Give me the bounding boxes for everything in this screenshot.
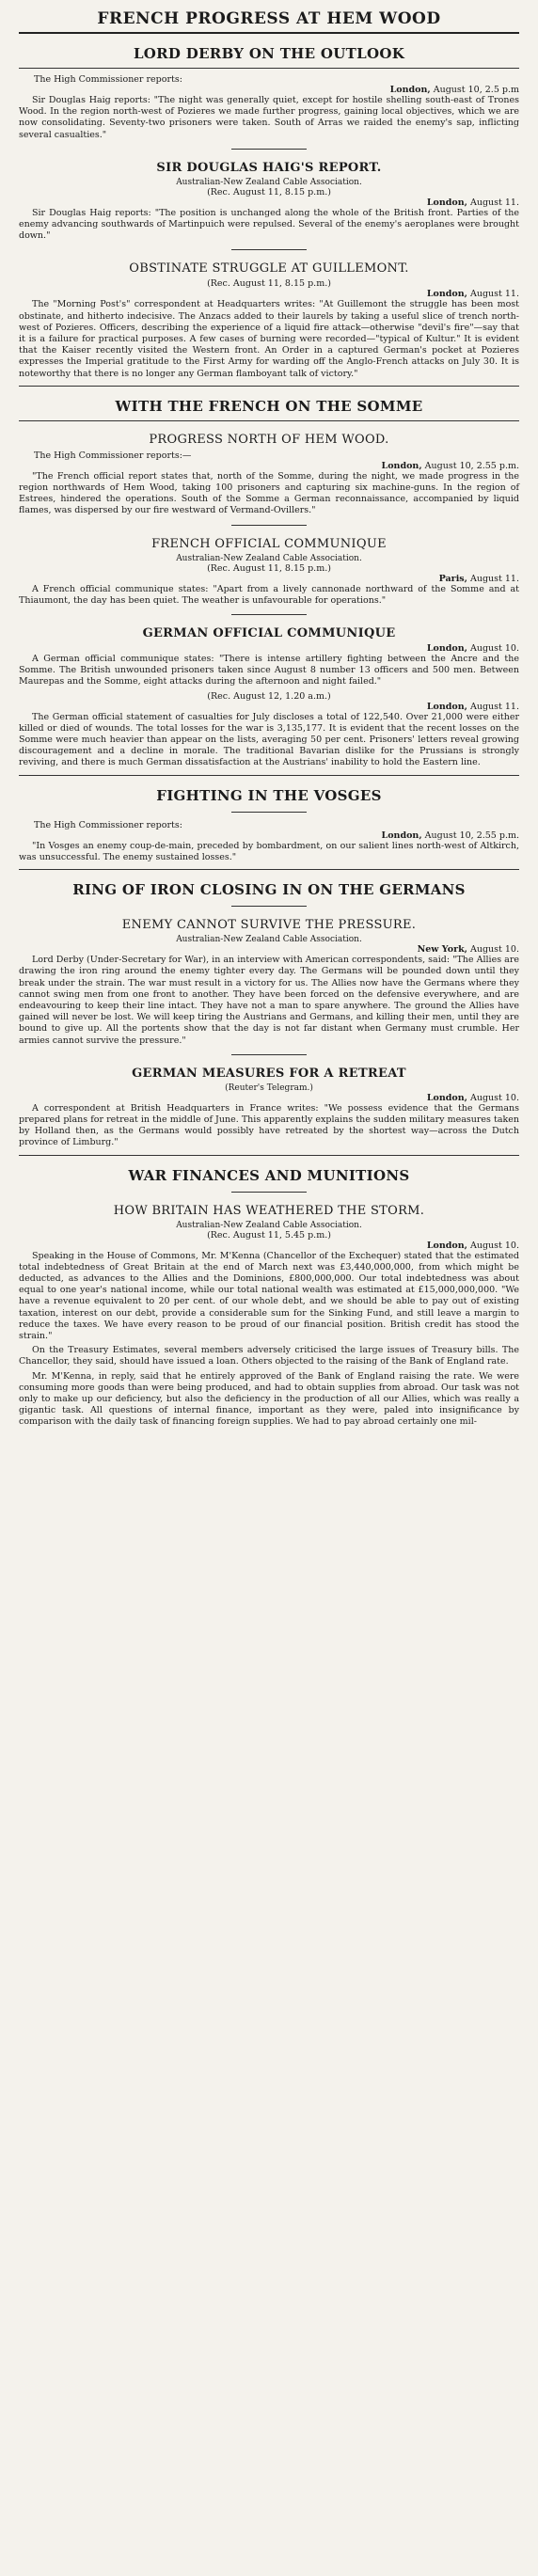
agency-credit: Australian-New Zealand Cable Association. [176,935,362,945]
dateline-place: London, [426,701,467,712]
dateline-place: New York, [417,944,467,956]
section-heading-somme: WITH THE FRENCH ON THE SOMME [115,397,423,415]
page-title: FRENCH PROGRESS AT HEM WOOD [97,9,441,28]
article-body: "In Vosges an enemy coup-de-main, preceded by bombardment, on our salient lines north-west of Altkirch, was unsuccessful. The enemy sustained losses." [19,840,519,862]
dateline [19,702,519,712]
article-body: A correspondent at British Headquarters in France writes: "We possess evidence that the Germans prepared plans for retreat in the middle of June. This apparently explains the sudden military measures taken by Holland then, as the Germans would possibly have retreated by the shortest way—across the Dutch province of Limburg." [19,1102,519,1148]
article-intro: The High Commissioner reports: [34,74,182,85]
dateline-place: London, [426,197,467,208]
dateline-date: August 10. [470,1240,519,1251]
section-heading-ring-of-iron: RING OF IRON CLOSING IN ON THE GERMANS [72,881,466,899]
dateline-date: August 10, 2.55 p.m. [424,460,519,471]
received-time: (Rec. August 12, 1.20 a.m.) [207,690,331,702]
divider [19,420,519,421]
divider [231,812,307,813]
article-heading-haig-report: SIR DOUGLAS HAIG'S REPORT. [156,160,382,175]
article-body: Speaking in the House of Commons, Mr. M'Kenna (Chancellor of the Exchequer) stated that the estimated total indebtedness of Great Britain at the end of March next was £3,440,000,000, from which might be deducted, as advances to the Allies and the Dominions, £800,000,000. Our total indebtedness was about equal to one year's national income, while our total national wealth was estimated at £15,000,000,000. "We have a revenue equivalent to 20 per cent. of our whole debt, and we should be able to pay out of existing taxation, interest on our debt, provide a considerable sum for the Sinking Fund, and still leave a margin to reduce the taxes. We have every reason to be proud of our financial position. British credit has stood the strain." [19,1250,519,1341]
dateline-date: August 11. [470,573,519,584]
divider [231,614,307,615]
article-body: Sir Douglas Haig reports: "The position is unchanged along the whole of the British front. Parties of the enemy advancing southwards of Martinpuich were repulsed. Several of the enemy's aeroplanes were brought down." [19,207,519,242]
dateline-date: August 11. [470,197,519,208]
article-body: Lord Derby (Under-Secretary for War), in an interview with American correspondents, said: "The Allies are drawing the iron ring around the enemy tighter every day. The Germans will be pounded down until they break under the strain. The war must result in a victory for us. The Allies now have the Germans where they cannot swing men from one front to another. They have been forced on the defensive everywhere, and are endeavouring to keep their line intact. They have not a man to spare anywhere. The ground the Allies have gained will never be lost. We will keep tiring the Austrians and Germans, and killing their men, until they are bound to give up. All the portents show that the day is not far distant when Germany must crumble. Her armies cannot survive the pressure." [19,955,519,1046]
article-heading-guillemont: OBSTINATE STRUGGLE AT GUILLEMONT. [129,261,409,277]
dateline-place: London, [426,1092,467,1103]
article-body: A German official communique states: "There is intense artillery fighting between the Ancre and the Somme. The British unwounded prisoners taken since August 8 number 13 officers and 500 men. Between Maurepas and the Somme, eight attacks during the afternoon and night failed." [19,654,519,687]
divider [231,1192,307,1193]
article-body: Sir Douglas Haig reports: "The night was generally quiet, except for hostile shelling south-east of Trones Wood. In the region north-west of Pozieres we made further progress, gaining local objectives, which we are now consolidating. Seventy-two prisoners were taken. South of Arras we raided the enemy's sap, inflicting several casualties." [19,95,519,140]
section-heading-war-finances: WAR FINANCES AND MUNITIONS [128,1166,410,1184]
dateline [19,1093,519,1103]
article-body: A French official communique states: "Apart from a lively cannonade northward of the Somme and at Thiaumont, the day has been quiet. The weather is unfavourable for operations." [19,583,519,606]
divider [19,68,519,69]
agency-credit: Australian-New Zealand Cable Association. [176,177,362,187]
dateline-date: August 10. [470,944,519,956]
dateline-date: August 10, 2.55 p.m. [424,830,519,841]
article-heading-german-communique: GERMAN OFFICIAL COMMUNIQUE [142,626,396,641]
divider [19,869,519,870]
dateline-place: London, [426,289,467,300]
article-body: The German official statement of casualties for July discloses a total of 122,540. Over 21,000 were either killed or died of wounds. The total losses for the war is 3,135,177. It is evident that the recent losses on the Somme were much heavier than appear on the lists, averaging 50 per cent. Prisoners' letters reveal growing discouragement and a decline in morale. The traditional Bavarian dislike for the Prussians is strongly reviving, and there is much German dissatisfaction at the Austrians' inability to hold the Eastern line. [19,711,519,768]
dateline-place: London, [426,643,467,655]
dateline [19,198,519,208]
dateline [19,85,519,95]
divider [231,149,307,150]
dateline [19,289,519,299]
article-intro: The High Commissioner reports: [34,819,182,830]
dateline-place: London, [426,1240,467,1251]
article-intro: The High Commissioner reports:— [34,450,192,461]
dateline-date: August 10, 2.5 p.m [433,85,519,95]
dateline-place: London, [381,460,422,471]
divider [231,525,307,526]
agency-credit: Australian-New Zealand Cable Association. [176,1220,362,1230]
dateline-place: London, [389,85,431,95]
article-heading-retreat: GERMAN MEASURES FOR A RETREAT [132,1066,406,1081]
section-heading-vosges: FIGHTING IN THE VOSGES [156,786,382,804]
article-body: "The French official report states that, north of the Somme, during the night, we made progress in the region northwards of Hem Wood, taking 100 prisoners and capturing six machine-guns. In the region of Estrees, hindered the operations. South of the Somme a German reconnaissance, accompanied by liquid flames, was dispersed by our fire westward of Vermand-Ovillers." [19,470,519,516]
dateline [19,461,519,471]
dateline [19,1241,519,1251]
dateline [19,944,519,955]
received-time: (Rec. August 11, 5.45 p.m.) [207,1229,331,1241]
agency-credit: (Reuter's Telegram.) [225,1083,313,1093]
article-body: The "Morning Post's" correspondent at Headquarters writes: "At Guillemont the struggle has been most obstinate, and hitherto indecisive. The Anzacs added to their laurels by taking a useful slice of trench north-west of Pozieres. Officers, describing the experience of a liquid fire attack—otherwise "devil's fire"—say that it is a failure for practical purposes. A few cases of burning were recorded—"typical of Kultur." It is evident that the Kaiser recently visited the Western front. An Order in a captured German's pocket at Pozieres expresses the Imperial gratitude to the First Army for warding off the Anglo-French attacks on July 30. It is noteworthy that there is no longer any German flamboyant talk of victory." [19,299,519,379]
agency-credit: Australian-New Zealand Cable Association. [176,553,362,563]
dateline-date: August 10. [470,1092,519,1103]
divider [19,386,519,387]
article-heading-hem-wood: PROGRESS NORTH OF HEM WOOD. [149,432,389,447]
received-time: (Rec. August 11, 8.15 p.m.) [207,186,331,198]
article-heading-pressure: ENEMY CANNOT SURVIVE THE PRESSURE. [121,918,417,933]
dateline-date: August 11. [470,701,519,712]
article-body: Mr. M'Kenna, in reply, said that he entirely approved of the Bank of England raising the rate. We were consuming more goods than were being produced, and had to obtain supplies from abroad. Our task was not only to make up our deficiency, but also the deficiency in the production of all our Allies, which was really a gigantic task. All questions of internal finance, important as they were, paled into insignificance by comparison with the daily task of financing foreign supplies. We had to pay abroad certainly one mil- [19,1370,519,1428]
divider [231,1054,307,1055]
section-heading-lord-derby: LORD DERBY ON THE OUTLOOK [133,45,405,62]
received-time: (Rec. August 11, 8.15 p.m.) [207,278,331,290]
divider [19,32,519,34]
dateline-date: August 11. [470,289,519,300]
article-heading-britain-weathered: HOW BRITAIN HAS WEATHERED THE STORM. [113,1203,425,1218]
dateline [19,830,519,841]
article-heading-french-communique: FRENCH OFFICIAL COMMUNIQUE [151,536,387,551]
dateline [19,643,519,654]
divider [231,906,307,907]
divider [231,249,307,250]
dateline-date: August 10. [470,643,519,655]
dateline [19,574,519,584]
divider [19,1155,519,1156]
dateline-place: London, [381,830,422,841]
received-time: (Rec. August 11, 8.15 p.m.) [207,562,331,574]
article-body: On the Treasury Estimates, several members adversely criticised the large issues of Treasury bills. The Chancellor, they said, should have issued a loan. Others objected to the raising of the Bank of England rate. [19,1345,519,1367]
divider [19,775,519,776]
dateline-place: Paris, [438,573,467,584]
